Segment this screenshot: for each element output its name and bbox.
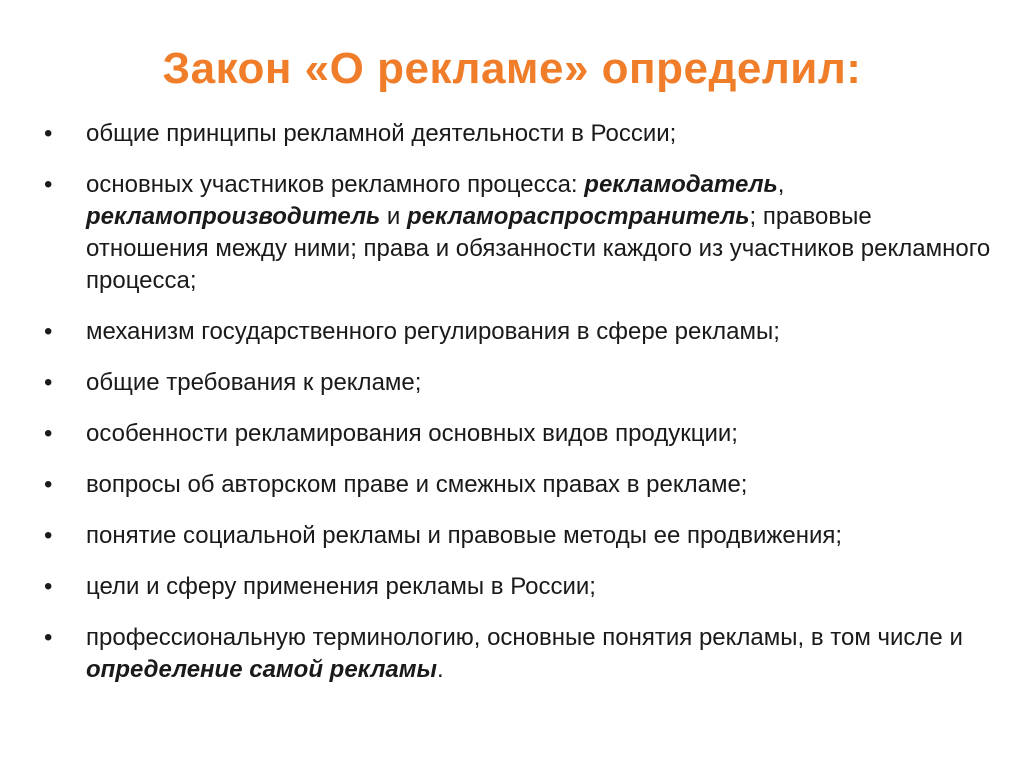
slide-title: Закон «О рекламе» определил: [162, 44, 862, 93]
item-text: и [380, 203, 407, 230]
item-text: вопросы об авторском праве и смежных правах в рекламе; [86, 471, 748, 498]
bullet-icon: • [44, 369, 53, 396]
item-term: определение самой рекламы [86, 656, 437, 683]
list-item [40, 469, 1000, 501]
item-text: ; правовые отношения между ними; права и обязанности каждого из участников рекламного процесса; [86, 203, 991, 294]
bullet-list [40, 118, 1000, 705]
item-text: основных участников рекламного процесса: [86, 171, 585, 198]
bullet-icon: • [44, 522, 53, 549]
bullet-icon: • [44, 573, 53, 600]
item-term: рекламораспространитель [407, 203, 750, 230]
item-text: общие принципы рекламной деятельности в России; [86, 120, 677, 147]
bullet-icon: • [44, 420, 53, 447]
bullet-icon: • [44, 471, 53, 498]
item-term: рекламопроизводитель [86, 203, 381, 230]
bullet-icon: • [44, 120, 53, 147]
list-item [40, 316, 1000, 348]
item-text: , [777, 171, 785, 198]
bullet-icon: • [44, 171, 53, 198]
list-item [40, 169, 1000, 297]
item-term: рекламодатель [584, 171, 778, 198]
list-item [40, 418, 1000, 450]
item-text: цели и сферу применения рекламы в России; [86, 573, 596, 600]
list-item [40, 520, 1000, 552]
list-item [40, 367, 1000, 399]
list-item [40, 118, 1000, 150]
item-text: особенности рекламирования основных видов продукции; [86, 420, 738, 447]
bullet-icon: • [44, 624, 53, 651]
list-item [40, 622, 1000, 686]
list-item [40, 571, 1000, 603]
item-text: общие требования к рекламе; [86, 369, 422, 396]
bullet-icon: • [44, 318, 53, 345]
item-text: профессиональную терминологию, основные понятия рекламы, в том числе и [86, 624, 963, 651]
item-text: понятие социальной рекламы и правовые методы ее продвижения; [86, 522, 843, 549]
item-text: . [436, 656, 444, 683]
item-text: механизм государственного регулирования в сфере рекламы; [86, 318, 780, 345]
